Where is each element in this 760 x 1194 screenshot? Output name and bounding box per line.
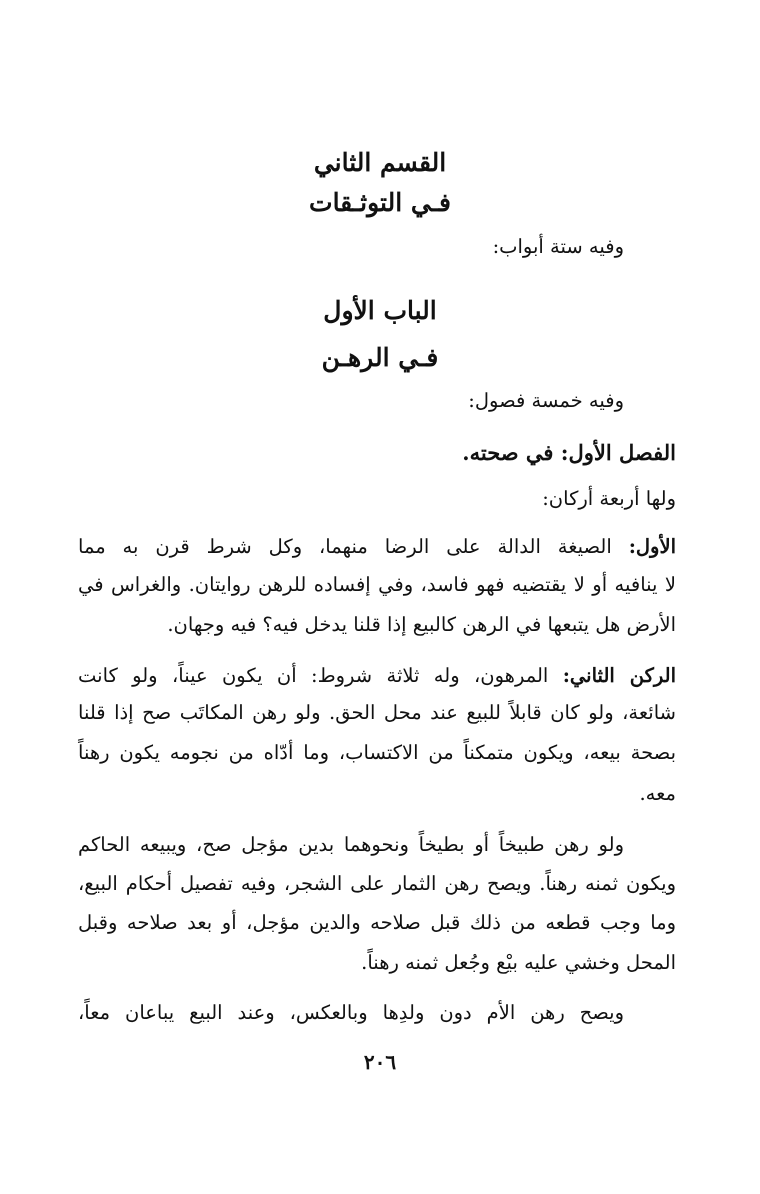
para3-line4: المحل وخشي عليه بيْع وجُعل ثمنه رهناً. [361, 951, 676, 974]
para3-line2: ويكون ثمنه رهناً. ويصح رهن الثمار على الشجر، وفيه تفصيل أحكام البيع، [78, 872, 676, 895]
part-intro: وفيه ستة أبواب: [492, 235, 624, 258]
para2-line3: بصحة بيعه، ويكون متمكناً من الاكتساب، وما أدّاه من نجومه يكون رهناً [78, 741, 676, 764]
section-intro: ولها أربعة أركان: [542, 487, 676, 510]
para1-line1-text: الصيغة الدالة على الرضا منهما، وكل شرط قرن به مما [78, 535, 612, 558]
chapter-subtitle: فـي الرهـن [321, 343, 439, 372]
para1-line2: لا ينافيه أو لا يقتضيه فهو فاسد، وفي إفساده للرهن روايتان. والغراس في [78, 573, 676, 596]
para2-line4: معه. [639, 782, 676, 805]
chapter-title: الباب الأول [323, 296, 437, 325]
section-title: الفصل الأول: في صحته. [462, 440, 676, 465]
page-number: ٢٠٦ [363, 1050, 397, 1074]
para3-line3: وما وجب قطعه من ذلك قبل صلاحه والدين مؤجل، أو بعد صلاحه وقبل [78, 911, 676, 934]
para2-line2: شائعة، ولو كان قابلاً للبيع عند محل الحق. ولو رهن المكاتَب صح إذا قلنا [78, 701, 676, 724]
para2-line1 [78, 661, 676, 691]
part-subtitle: فـي التوثـقات [309, 188, 451, 217]
para1-line1 [78, 532, 676, 562]
para4-line1: ويصح رهن الأم دون ولدِها وبالعكس، وعند البيع يباعان معاً، [78, 1001, 624, 1024]
para3-line1: ولو رهن طبيخاً أو بطيخاً ونحوهما بدين مؤجل صح، ويبيعه الحاكم [78, 833, 624, 856]
para1-lead: الأول: [628, 535, 677, 558]
para1-line3: الأرض هل يتبعها في الرهن كالبيع إذا قلنا يدخل فيه؟ فيه وجهان. [167, 613, 676, 636]
para2-line1-text: المرهون، وله ثلاثة شروط: أن يكون عيناً، ولو كانت [78, 664, 549, 687]
chapter-intro: وفيه خمسة فصول: [468, 389, 624, 412]
para2-lead: الركن الثاني: [562, 664, 676, 687]
part-title: القسم الثاني [313, 148, 447, 177]
